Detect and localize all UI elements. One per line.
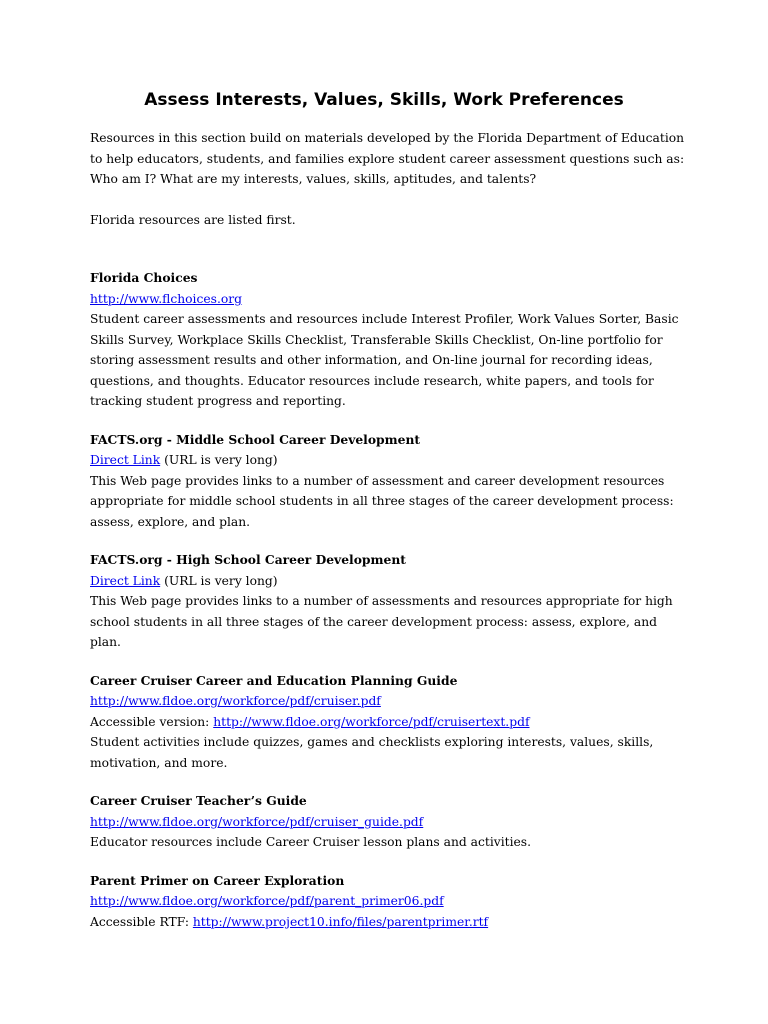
resource-link[interactable]: http://www.fldoe.org/workforce/pdf/cruiser.pdf <box>90 694 381 708</box>
accessible-label: Accessible RTF: <box>90 914 193 929</box>
accessible-label: Accessible version: <box>90 714 214 729</box>
resource-heading: Parent Primer on Career Exploration <box>90 872 345 888</box>
resource-description: Student activities include quizzes, games and checklists exploring interests, values, skills, motivation, and more. <box>90 735 654 770</box>
resource-heading: FACTS.org - Middle School Career Development <box>90 431 421 447</box>
resource-heading: FACTS.org - High School Career Development <box>90 552 406 567</box>
resource-link[interactable]: http://www.fldoe.org/workforce/pdf/cruiser_guide.pdf <box>90 814 424 829</box>
resource-florida-choices <box>90 268 690 412</box>
resource-teachers-guide <box>90 791 690 853</box>
link-note: (URL is very long) <box>160 453 278 467</box>
accessible-link[interactable]: http://www.fldoe.org/workforce/pdf/cruisertext.pdf <box>213 714 530 729</box>
accessible-link[interactable]: http://www.project10.info/files/parentprimer.rtf <box>192 914 489 929</box>
link-note: (URL is very long) <box>160 573 278 588</box>
resource-facts-high-school <box>90 550 690 653</box>
resource-heading: Career Cruiser Teacher’s Guide <box>90 793 307 808</box>
florida-note: Florida resources are listed first. <box>90 212 296 227</box>
resource-career-cruiser-guide <box>90 671 690 774</box>
intro-paragraph: Resources in this section build on materials developed by the Florida Department of Education to help educators, students, and families explore student career assessment questions such as: Who am I? What are my interests, values, skills, aptitudes, and talents? <box>90 131 685 186</box>
direct-link[interactable]: Direct Link <box>90 453 161 467</box>
resource-link[interactable]: http://www.flchoices.org <box>90 291 243 306</box>
resource-heading: Florida Choices <box>90 270 198 285</box>
document-body <box>90 128 690 932</box>
resource-description: Student career assessments and resources include Interest Profiler, Work Values Sorter, Basic Skills Survey, Workplace Skills Checklist, Transferable Skills Checklist, On-line portfolio for storing assessment results and other information, and On-line journal for recording ideas, questions, and thoughts. Educator resources include research, white papers, and tools for tracking student progress and reporting. <box>90 312 679 408</box>
resource-heading: Career Cruiser Career and Education Planning Guide <box>90 672 458 688</box>
resource-link[interactable]: http://www.fldoe.org/workforce/pdf/parent_primer06.pdf <box>90 894 444 908</box>
direct-link[interactable]: Direct Link <box>90 573 161 588</box>
resource-description: Educator resources include Career Cruiser lesson plans and activities. <box>90 835 532 849</box>
resource-description: This Web page provides links to a number of assessments and resources appropriate for high school students in all three stages of the career development process: assess, explore, and plan. <box>90 594 673 649</box>
resource-facts-middle-school <box>90 430 690 533</box>
resource-parent-primer <box>90 871 690 933</box>
page-title: Assess Interests, Values, Skills, Work Preferences <box>144 90 624 110</box>
spacer <box>90 190 690 210</box>
resource-description: This Web page provides links to a number of assessment and career development resources appropriate for middle school students in all three stages of the career development process: assess, explore, and plan. <box>90 473 674 529</box>
